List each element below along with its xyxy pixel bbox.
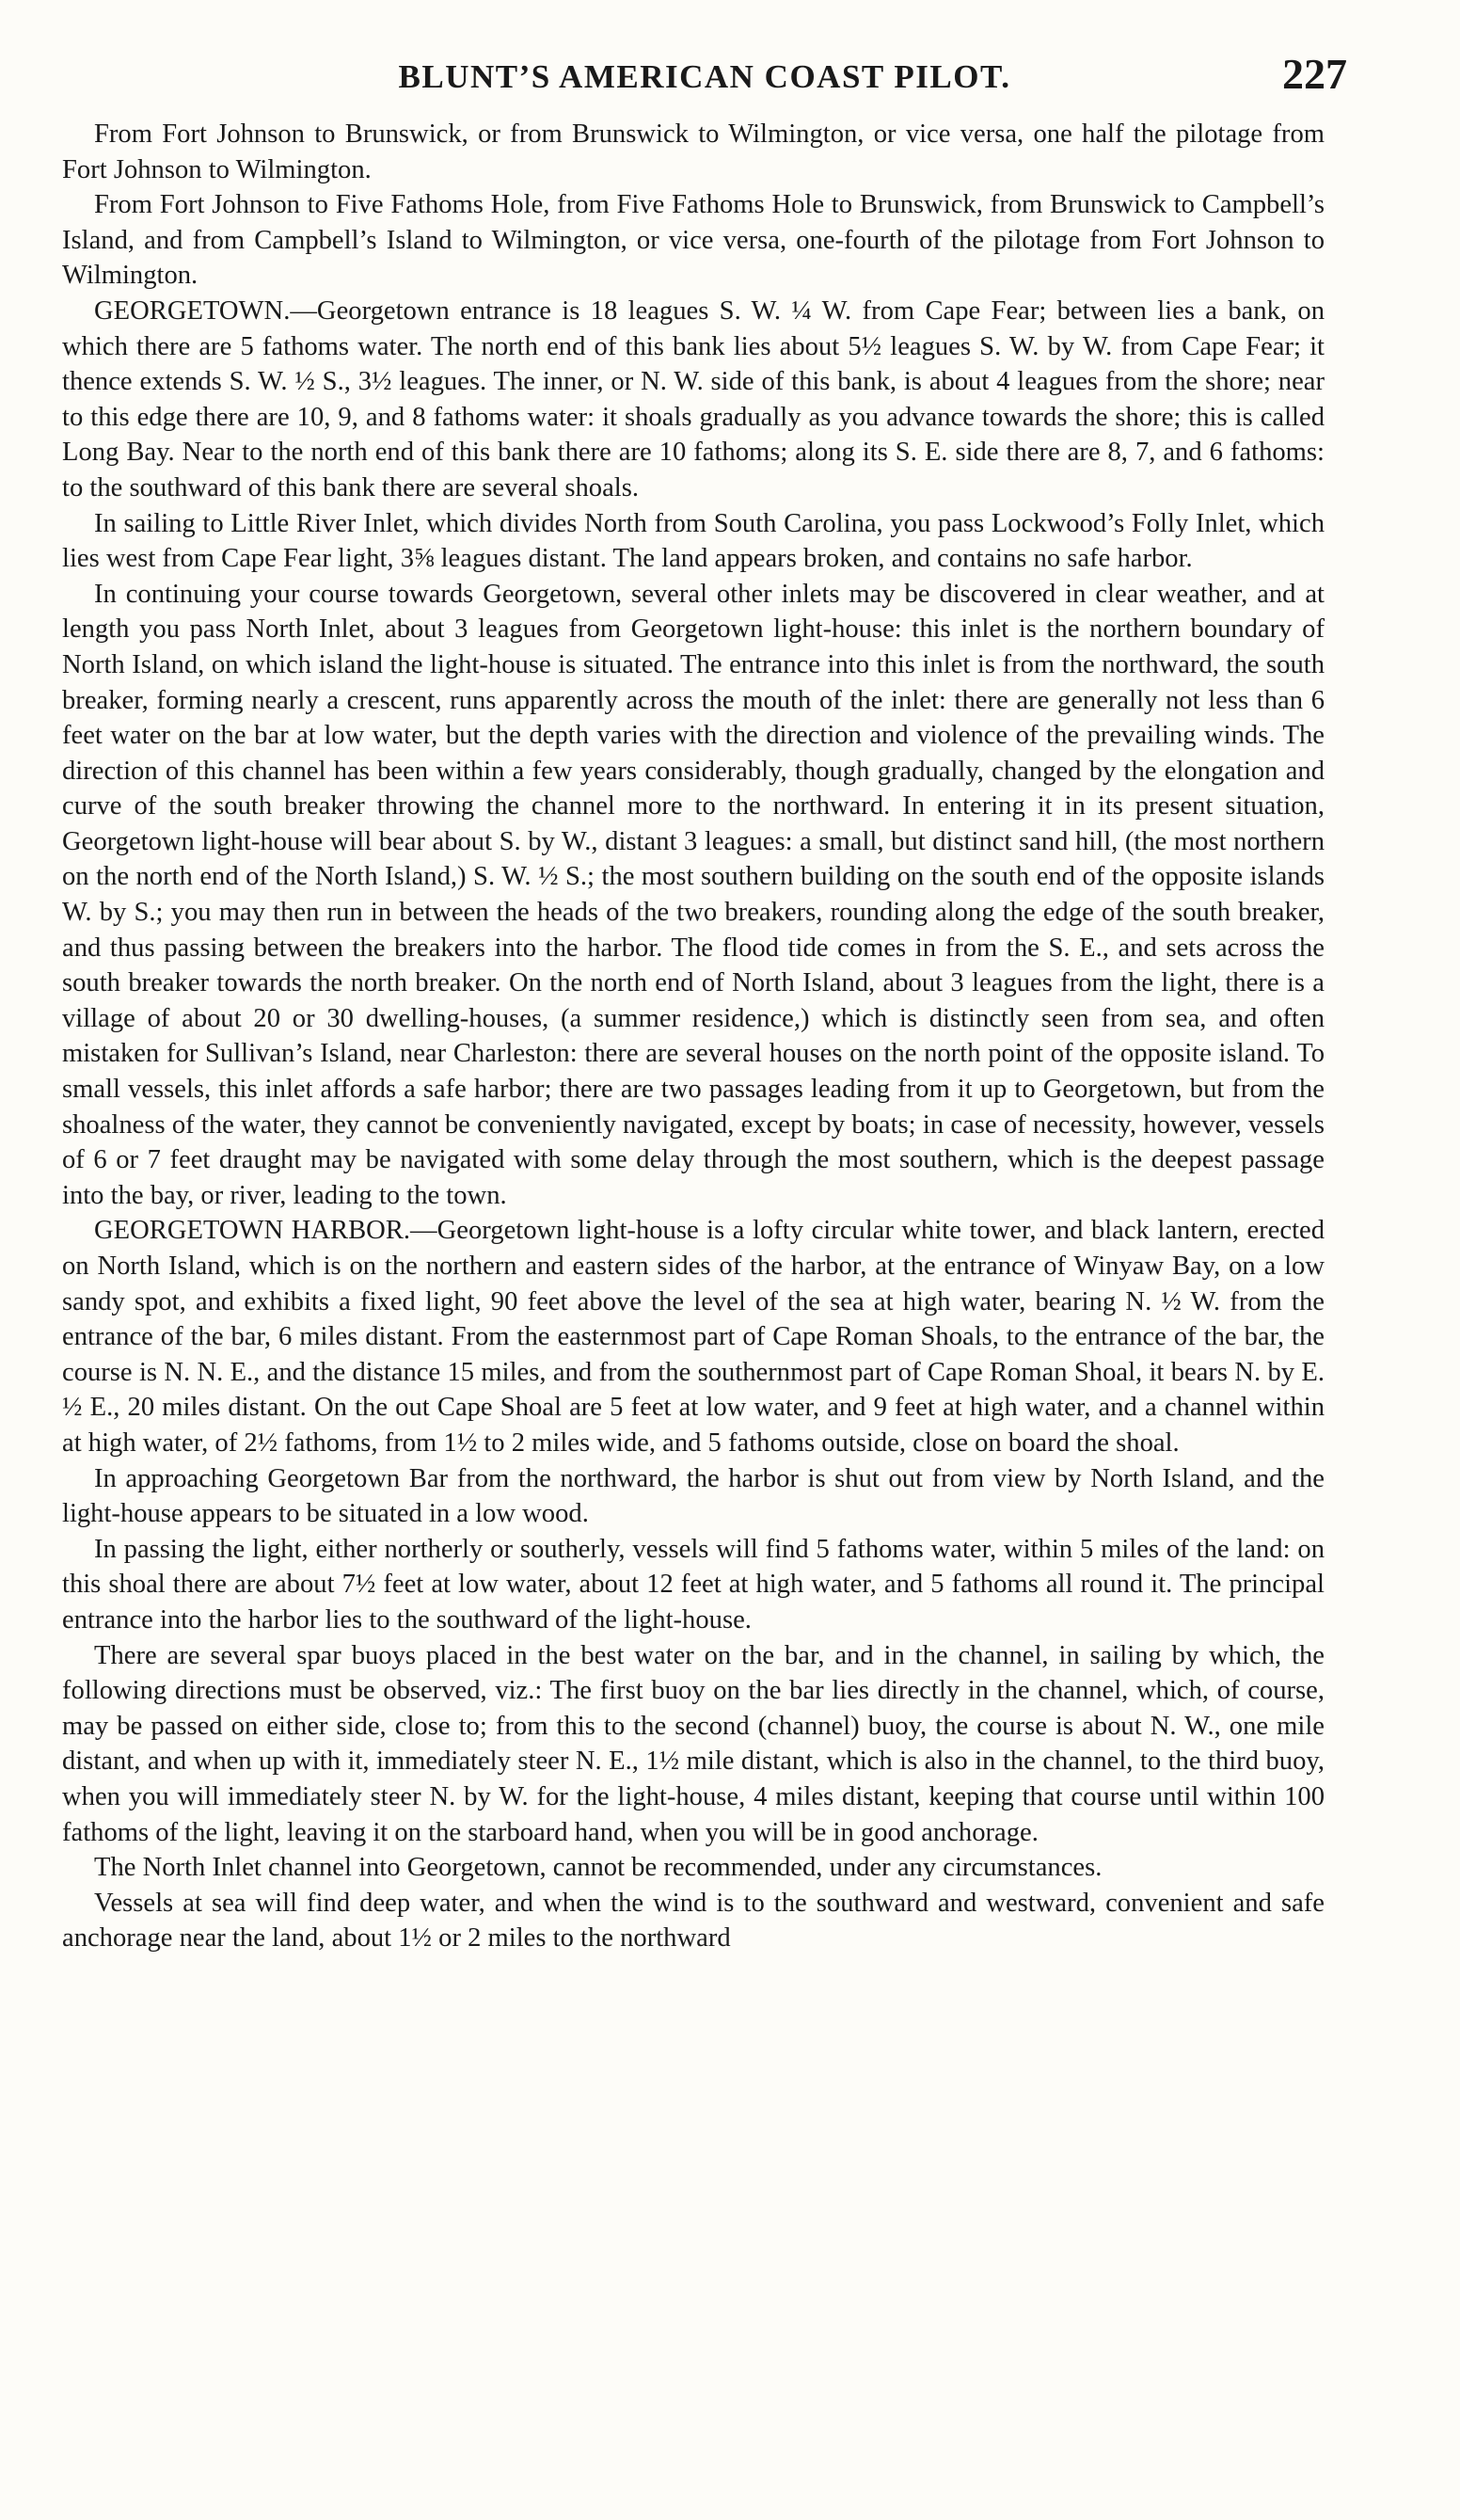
body-text — [62, 117, 1325, 1956]
paragraph: In passing the light, either northerly or southerly, vessels will find 5 fathoms water, within 5 miles of the land: on this shoal there are about 7½ feet at low water, about 12 feet at high water, and 5 fathoms all round it. The principal entrance into the harbor lies to the southward of the light-house. — [62, 1534, 1325, 1635]
paragraph: Vessels at sea will find deep water, and when the wind is to the southward and westward, convenient and safe anchorage near the land, about 1½ or 2 miles to the northward — [62, 1888, 1325, 1954]
paragraph: There are several spar buoys placed in the best water on the bar, and in the channel, in sailing by which, the following directions must be observed, viz.: The first buoy on the bar lies directly in the channel, which, of course, may be passed on either side, close to; from this to the second (channel) buoy, the course is about N. W., one mile distant, and when up with it, immediately steer N. E., 1½ mile distant, which is also in the channel, to the third buoy, when you will immediately steer N. by W. for the light-house, 4 miles distant, keeping that course until within 100 fathoms of the light, leaving it on the starboard hand, when you will be in good anchorage. — [62, 1640, 1325, 1847]
paragraph: From Fort Johnson to Brunswick, or from Brunswick to Wilmington, or vice versa, one half the pilotage from Fort Johnson to Wilmington. — [62, 120, 1325, 184]
paragraph: From Fort Johnson to Five Fathoms Hole, from Five Fathoms Hole to Brunswick, from Brunswick to Campbell’s Island, and from Campbell’s Island to Wilmington, or vice versa, one-fourth of the pilotage from Fort Johnson to Wilmington. — [62, 190, 1325, 291]
paragraph: In approaching Georgetown Bar from the northward, the harbor is shut out from view by North Island, and the light-house appears to be situated in a low wood. — [62, 1463, 1325, 1529]
paragraph: The North Inlet channel into Georgetown, cannot be recommended, under any circumstances. — [94, 1853, 1103, 1883]
running-title: BLUNT’S AMERICAN COAST PILOT. — [398, 58, 1011, 95]
paragraph: In continuing your course towards Georgetown, several other inlets may be discovered in clear weather, and at length you pass North Inlet, about 3 leagues from Georgetown light-house: this inlet is the northern boundary of North Island, on which island the light-house is situated. The entrance into this inlet is from the northward, the south breaker, forming nearly a crescent, runs apparently across the mouth of the inlet: there are generally not less than 6 feet water on the bar at low water, but the depth varies with the direction and violence of the prevailing winds. The direction of this channel has been within a few years considerably, though gradually, changed by the elongation and curve of the south breaker throwing the channel more to the northward. In entering it in its present situation, Georgetown light-house will bear about S. by W., distant 3 leagues: a small, but distinct sand hill, (the most northern on the north end of the North Island,) S. W. ½ S.; the most southern building on the south end of the opposite islands W. by S.; you may then run in between the heads of the two breakers, rounding along the edge of the south breaker, and thus passing between the breakers into the harbor. The flood tide comes in from the S. E., and sets across the south breaker towards the north breaker. On the north end of North Island, about 3 leagues from the light, there is a village of about 20 or 30 dwelling-houses, (a summer residence,) which is distinctly seen from sea, and often mistaken for Sullivan’s Island, near Charleston: there are several houses on the north point of the opposite island. To small vessels, this inlet affords a safe harbor; there are two passages leading from it up to Georgetown, but from the shoalness of the water, they cannot be conveniently navigated, except by boats; in case of necessity, however, vessels of 6 or 7 feet draught may be navigated with some delay through the most southern, which is the deepest passage into the bay, or river, leading to the town. — [62, 579, 1325, 1210]
page-number: 227 — [1282, 50, 1347, 98]
running-head — [62, 49, 1347, 115]
paragraph: In sailing to Little River Inlet, which divides North from South Carolina, you pass Lockwood’s Folly Inlet, which lies west from Cape Fear light, 3⅝ leagues distant. The land appears broken, and contains no safe harbor. — [62, 508, 1325, 574]
paragraph: GEORGETOWN HARBOR.—Georgetown light-house is a lofty circular white tower, and black lantern, erected on North Island, which is on the northern and eastern sides of the harbor, at the entrance of Winyaw Bay, on a low sandy spot, and exhibits a fixed light, 90 feet above the level of the sea at high water, bearing N. ½ W. from the entrance of the bar, 6 miles distant. From the easternmost part of Cape Roman Shoals, to the entrance of the bar, the course is N. N. E., and the distance 15 miles, and from the southernmost part of Cape Roman Shoal, it bears N. by E. ½ E., 20 miles distant. On the out Cape Shoal are 5 feet at low water, and 9 feet at high water, and a channel within at high water, of 2½ fathoms, from 1½ to 2 miles wide, and 5 fathoms outside, close on board the shoal. — [62, 1216, 1325, 1458]
paragraph: GEORGETOWN.—Georgetown entrance is 18 leagues S. W. ¼ W. from Cape Fear; between lies a bank, on which there are 5 fathoms water. The north end of this bank lies about 5½ leagues S. W. by W. from Cape Fear; it thence extends S. W. ½ S., 3½ leagues. The inner, or N. W. side of this bank, is about 4 leagues from the shore; near to this edge there are 10, 9, and 8 fathoms water: it shoals gradually as you advance towards the shore; this is called Long Bay. Near to the north end of this bank there are 10 fathoms; along its S. E. side there are 8, 7, and 6 fathoms: to the southward of this bank there are several shoals. — [62, 295, 1325, 502]
